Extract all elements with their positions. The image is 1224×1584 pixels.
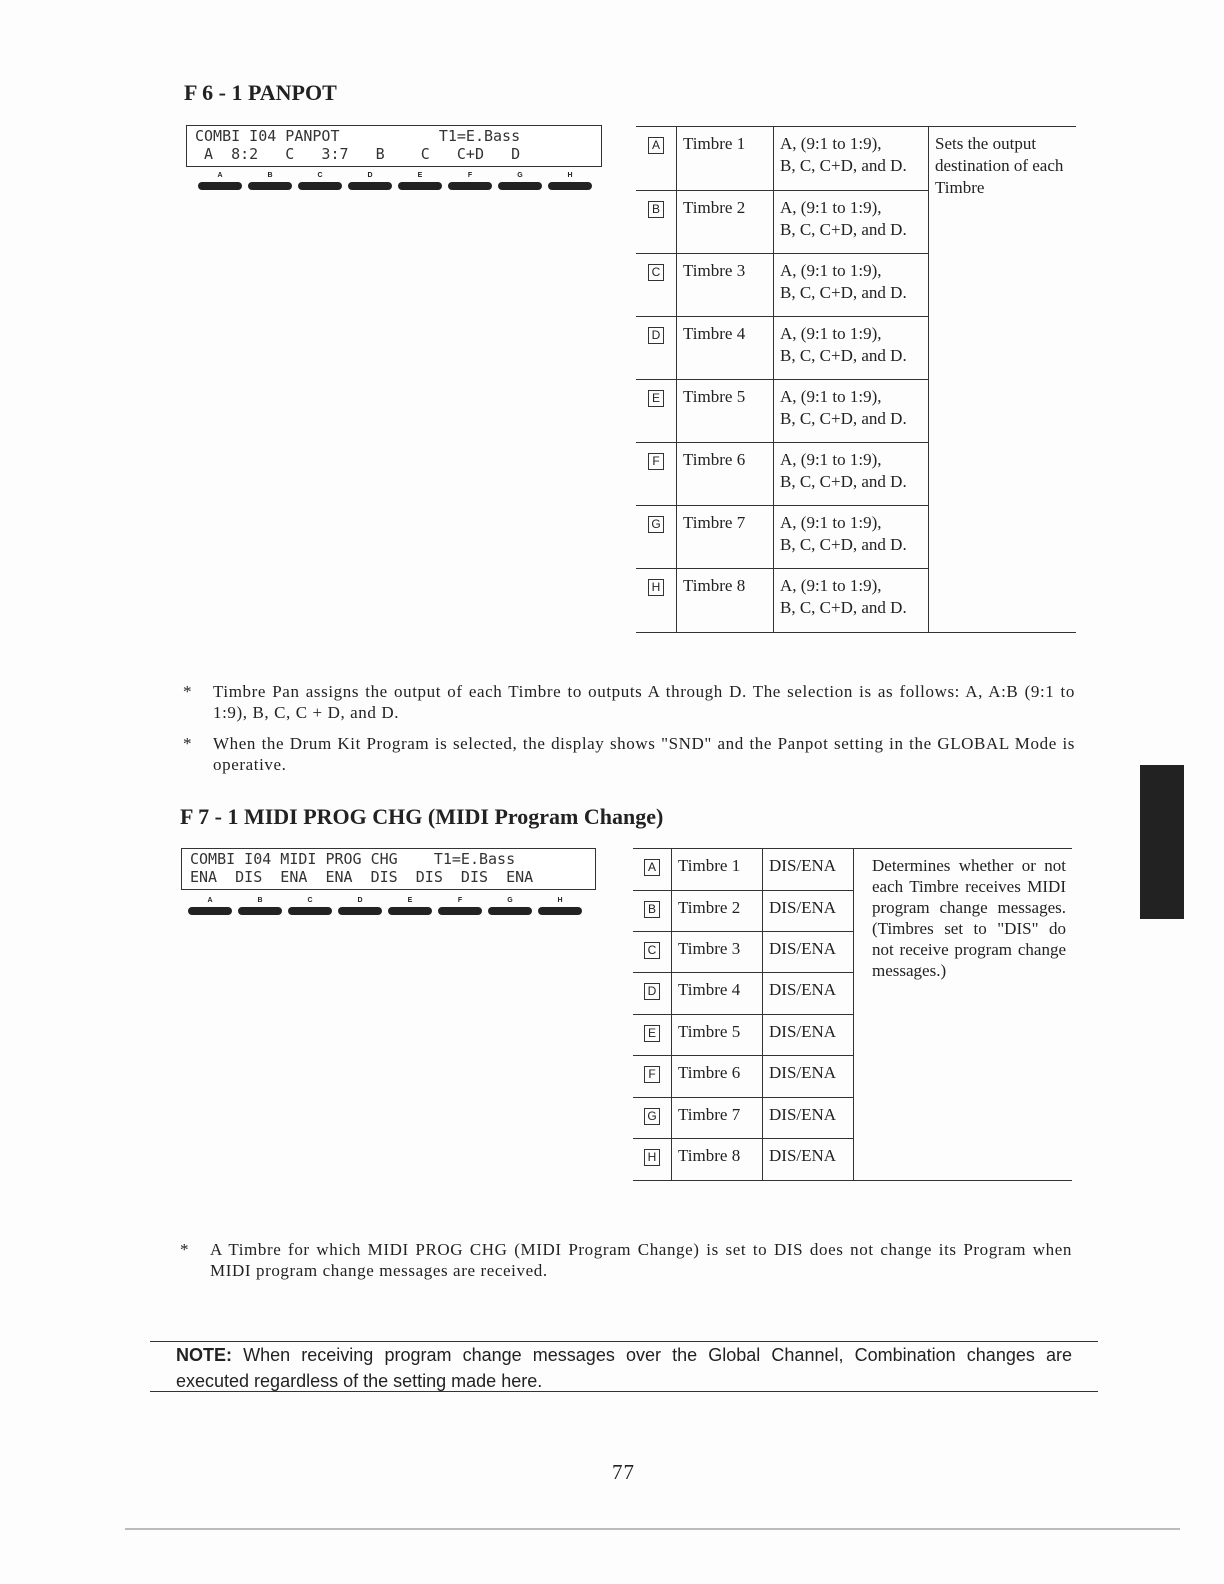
button-label: E — [417, 172, 423, 179]
button-label: C — [307, 897, 313, 904]
key-icon: A — [644, 859, 660, 876]
button-bar — [548, 182, 592, 190]
timbre-cell: Timbre 4 — [672, 973, 763, 1015]
button-bar — [488, 907, 532, 915]
button-bar — [188, 907, 232, 915]
note-bullet: * A Timbre for which MIDI PROG CHG (MIDI Program Change) is set to DIS does not change its Program when MIDI program change messages are received. — [180, 1240, 1072, 1280]
button-label: G — [507, 897, 513, 904]
timbre-cell: Timbre 6 — [677, 443, 774, 506]
timbre-cell: Timbre 5 — [677, 380, 774, 443]
button-label: F — [457, 897, 463, 904]
button-label: E — [407, 897, 413, 904]
button-bar — [248, 182, 292, 190]
button-bar — [348, 182, 392, 190]
bullet-star: * — [180, 1240, 190, 1259]
button-label: C — [317, 172, 323, 179]
key-icon: H — [644, 1149, 660, 1166]
section-heading-midi-prog-chg: F 7 - 1 MIDI PROG CHG (MIDI Program Change) — [180, 804, 664, 829]
key-icon: G — [648, 516, 664, 533]
key-icon: F — [648, 453, 664, 470]
lcd-display-midi-prog-chg — [181, 848, 596, 890]
button-bar — [448, 182, 492, 190]
button-label: A — [207, 897, 213, 904]
timbre-cell: Timbre 1 — [677, 127, 774, 191]
function-button-b[interactable] — [238, 895, 282, 915]
note-label: NOTE: — [176, 1345, 232, 1365]
function-button-a[interactable] — [188, 895, 232, 915]
section-heading-panpot: F 6 - 1 PANPOT — [184, 80, 337, 105]
key-icon: H — [648, 579, 664, 596]
value-cell: DIS/ENA — [763, 932, 854, 973]
value-cell: DIS/ENA — [763, 1015, 854, 1056]
button-label: H — [567, 172, 573, 179]
timbre-cell: Timbre 3 — [677, 254, 774, 317]
description-cell — [854, 849, 1073, 1181]
button-bar — [198, 182, 242, 190]
midi-prog-chg-description: Determines whether or not each Timbre receives MIDI program change messages. (Timbres set to "DIS" do not receive program change messages.) — [872, 856, 1066, 980]
button-label: A — [217, 172, 223, 179]
function-button-row-1 — [198, 170, 592, 190]
value-cell: A, (9:1 to 1:9), B, C, C+D, and D. — [774, 191, 929, 254]
function-button-row-2 — [188, 895, 582, 915]
value-cell: DIS/ENA — [763, 891, 854, 932]
function-button-h[interactable] — [538, 895, 582, 915]
value-cell: DIS/ENA — [763, 1098, 854, 1139]
function-button-g[interactable] — [488, 895, 532, 915]
key-icon: D — [644, 983, 660, 1000]
button-bar — [338, 907, 382, 915]
scan-rule — [125, 1528, 1180, 1530]
function-button-f[interactable] — [438, 895, 482, 915]
timbre-cell: Timbre 5 — [672, 1015, 763, 1056]
button-label: D — [357, 897, 363, 904]
value-cell: A, (9:1 to 1:9), B, C, C+D, and D. — [774, 506, 929, 569]
value-cell: A, (9:1 to 1:9), B, C, C+D, and D. — [774, 443, 929, 506]
function-button-e[interactable] — [388, 895, 432, 915]
button-bar — [238, 907, 282, 915]
note-text: When receiving program change messages over the Global Channel, Combination changes are executed regardless of the setting made here. — [176, 1345, 1072, 1391]
value-cell: A, (9:1 to 1:9), B, C, C+D, and D. — [774, 380, 929, 443]
button-label: G — [517, 172, 523, 179]
button-label: B — [267, 172, 273, 179]
lcd-line-2: ENA DIS ENA ENA DIS DIS DIS ENA — [190, 868, 534, 886]
timbre-cell: Timbre 2 — [672, 891, 763, 932]
button-bar — [388, 907, 432, 915]
lcd-line-1: COMBI I04 MIDI PROG CHG T1=E.Bass — [190, 850, 516, 868]
button-bar — [538, 907, 582, 915]
chapter-tab — [1140, 765, 1184, 919]
button-bar — [298, 182, 342, 190]
button-label: B — [257, 897, 263, 904]
key-icon: E — [644, 1025, 660, 1042]
button-bar — [288, 907, 332, 915]
table-row — [633, 849, 1072, 891]
function-button-c[interactable] — [298, 170, 342, 190]
note-box — [176, 1342, 1072, 1394]
function-button-h[interactable] — [548, 170, 592, 190]
key-icon: G — [644, 1108, 660, 1125]
table-row — [636, 127, 1076, 191]
bullet-star: * — [183, 734, 193, 753]
function-button-g[interactable] — [498, 170, 542, 190]
button-label: H — [557, 897, 563, 904]
key-icon: C — [644, 942, 660, 959]
bullet-star: * — [183, 682, 193, 701]
description-cell — [929, 127, 1077, 633]
key-icon: F — [644, 1066, 660, 1083]
value-cell: DIS/ENA — [763, 1056, 854, 1098]
lcd-line-1: COMBI I04 PANPOT T1=E.Bass — [195, 127, 521, 145]
timbre-cell: Timbre 2 — [677, 191, 774, 254]
timbre-cell: Timbre 1 — [672, 849, 763, 891]
value-cell: A, (9:1 to 1:9), B, C, C+D, and D. — [774, 569, 929, 633]
value-cell: A, (9:1 to 1:9), B, C, C+D, and D. — [774, 317, 929, 380]
timbre-cell: Timbre 7 — [677, 506, 774, 569]
timbre-cell: Timbre 4 — [677, 317, 774, 380]
function-button-f[interactable] — [448, 170, 492, 190]
key-icon: C — [648, 264, 664, 281]
timbre-cell: Timbre 7 — [672, 1098, 763, 1139]
value-cell: A, (9:1 to 1:9), B, C, C+D, and D. — [774, 127, 929, 191]
value-cell: DIS/ENA — [763, 1139, 854, 1181]
note-bullet: * Timbre Pan assigns the output of each Timbre to outputs A through D. The selection is as follows: A, A:B (9:1 to 1:9), B, C, C + D, and D. — [183, 682, 1075, 722]
button-bar — [398, 182, 442, 190]
note-bottom-rule — [150, 1391, 1098, 1392]
key-icon: B — [644, 901, 660, 918]
timbre-cell: Timbre 3 — [672, 932, 763, 973]
key-icon: A — [648, 137, 664, 154]
button-bar — [498, 182, 542, 190]
timbre-cell: Timbre 6 — [672, 1056, 763, 1098]
panpot-table — [636, 126, 1076, 633]
note-bullet: * When the Drum Kit Program is selected, the display shows "SND" and the Panpot setting in the GLOBAL Mode is operative. — [183, 734, 1075, 774]
value-cell: DIS/ENA — [763, 849, 854, 891]
button-label: F — [467, 172, 473, 179]
key-icon: B — [648, 201, 664, 218]
value-cell: DIS/ENA — [763, 973, 854, 1015]
key-icon: E — [648, 390, 664, 407]
lcd-line-2: A 8:2 C 3:7 B C C+D D — [195, 145, 521, 163]
midi-prog-chg-table — [633, 848, 1072, 1181]
timbre-cell: Timbre 8 — [672, 1139, 763, 1181]
lcd-display-panpot — [186, 125, 602, 167]
value-cell: A, (9:1 to 1:9), B, C, C+D, and D. — [774, 254, 929, 317]
key-icon: D — [648, 327, 664, 344]
function-button-b[interactable] — [248, 170, 292, 190]
function-button-c[interactable] — [288, 895, 332, 915]
function-button-e[interactable] — [398, 170, 442, 190]
function-button-d[interactable] — [338, 895, 382, 915]
page-number: 77 — [612, 1460, 635, 1484]
function-button-a[interactable] — [198, 170, 242, 190]
timbre-cell: Timbre 8 — [677, 569, 774, 633]
panpot-description: Sets the output destination of each Timbre — [935, 134, 1064, 197]
function-button-d[interactable] — [348, 170, 392, 190]
button-bar — [438, 907, 482, 915]
button-label: D — [367, 172, 373, 179]
